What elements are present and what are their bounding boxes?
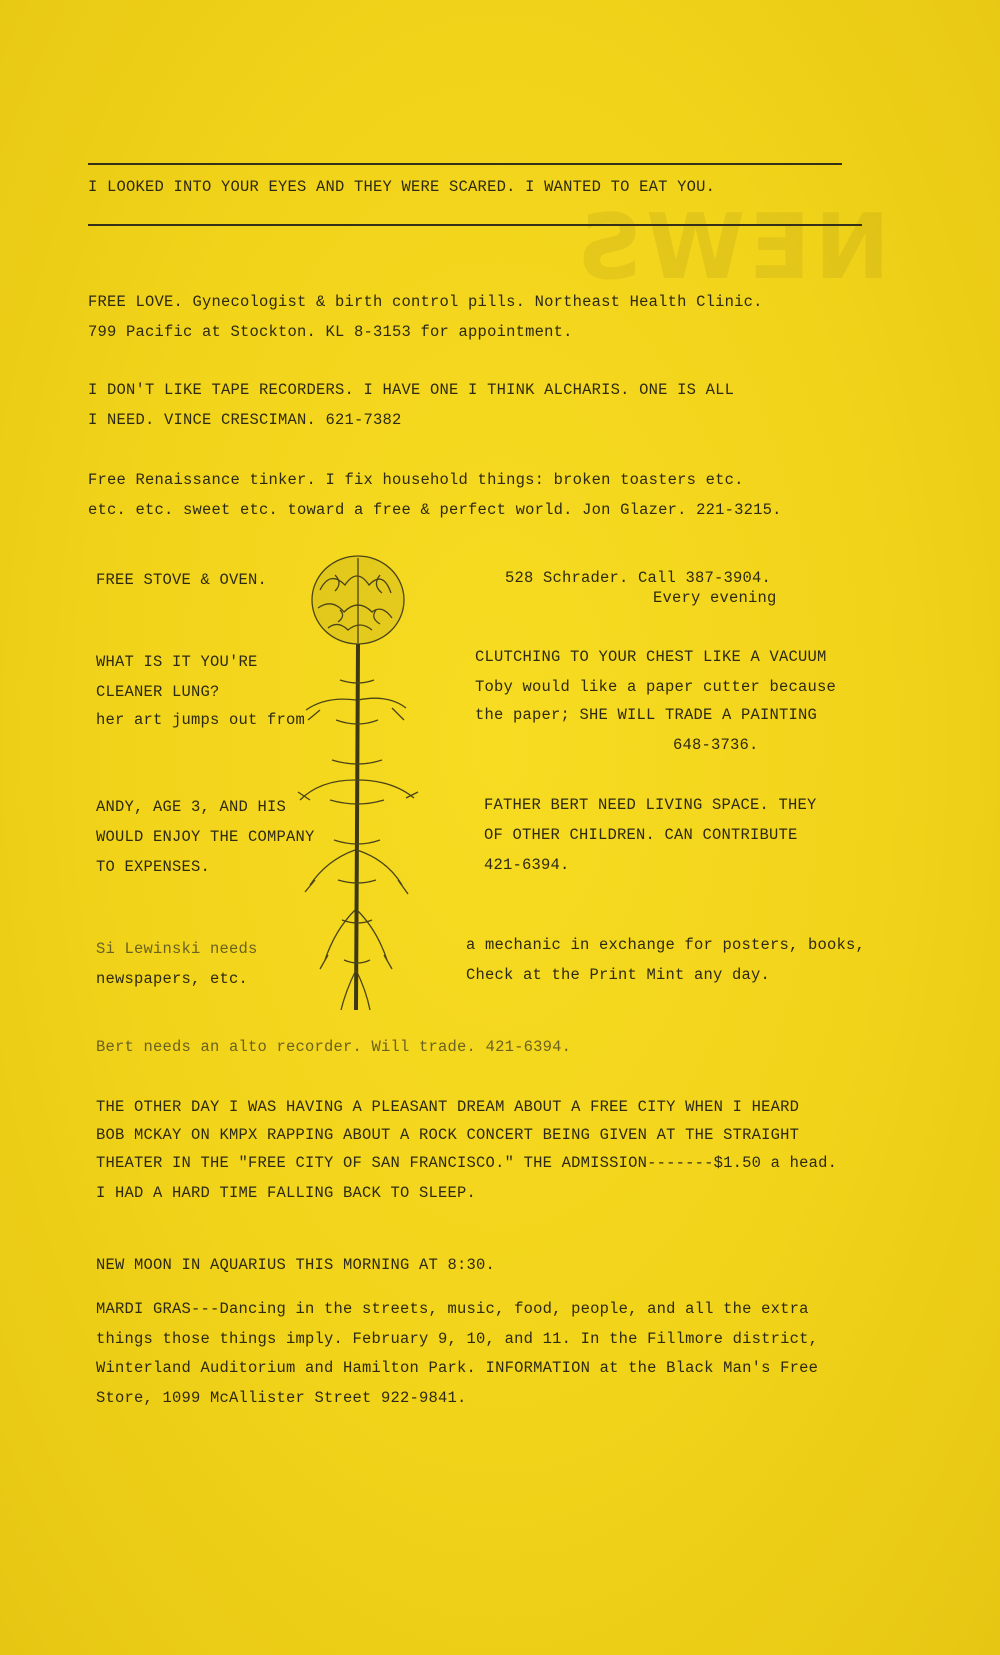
- moon-line: NEW MOON IN AQUARIUS THIS MORNING AT 8:30.: [96, 1256, 496, 1274]
- lewinski-right-1: a mechanic in exchange for posters, books,: [466, 936, 866, 954]
- free-love-line-1: FREE LOVE. Gynecologist & birth control pills. Northeast Health Clinic.: [88, 293, 763, 311]
- andy-right-1: FATHER BERT NEED LIVING SPACE. THEY: [484, 796, 817, 814]
- dream-line-4: I HAD A HARD TIME FALLING BACK TO SLEEP.: [96, 1184, 477, 1202]
- dream-line-2: BOB MCKAY ON KMPX RAPPING ABOUT A ROCK CONCERT BEING GIVEN AT THE STRAIGHT: [96, 1126, 800, 1144]
- lung-left-3: her art jumps out from: [96, 711, 306, 729]
- mardi-line-4: Store, 1099 McAllister Street 922-9841.: [96, 1389, 467, 1407]
- andy-right-2: OF OTHER CHILDREN. CAN CONTRIBUTE: [484, 826, 798, 844]
- lung-right-2: Toby would like a paper cutter because: [475, 678, 837, 696]
- dream-line-1: THE OTHER DAY I WAS HAVING A PLEASANT DREAM ABOUT A FREE CITY WHEN I HEARD: [96, 1098, 800, 1116]
- stove-right-2: Every evening: [653, 589, 777, 607]
- header-rule: [88, 224, 862, 226]
- lung-right-1: CLUTCHING TO YOUR CHEST LIKE A VACUUM: [475, 648, 827, 666]
- show-through-decoration: NEWS: [573, 195, 890, 300]
- mardi-line-2: things those things imply. February 9, 10, and 11. In the Fillmore district,: [96, 1330, 819, 1348]
- mardi-line-1: MARDI GRAS---Dancing in the streets, music, food, people, and all the extra: [96, 1300, 809, 1318]
- tape-line-2: I NEED. VINCE CRESCIMAN. 621-7382: [88, 411, 402, 429]
- tinker-line-1: Free Renaissance tinker. I fix household things: broken toasters etc.: [88, 471, 744, 489]
- stove-right-1: 528 Schrader. Call 387-3904.: [505, 569, 772, 587]
- lewinski-right-2: Check at the Print Mint any day.: [466, 966, 771, 984]
- andy-left-3: TO EXPENSES.: [96, 858, 211, 876]
- free-love-line-2: 799 Pacific at Stockton. KL 8-3153 for appointment.: [88, 323, 573, 341]
- lung-right-4: 648-3736.: [673, 736, 759, 754]
- andy-right-3: 421-6394.: [484, 856, 570, 874]
- brain-spine-icon: [280, 550, 430, 1020]
- stove-left: FREE STOVE & OVEN.: [96, 571, 268, 589]
- dream-line-3: THEATER IN THE "FREE CITY OF SAN FRANCISCO." THE ADMISSION-------$1.50 a head.: [96, 1154, 838, 1172]
- tinker-line-2: etc. etc. sweet etc. toward a free & perfect world. Jon Glazer. 221-3215.: [88, 501, 782, 519]
- mardi-line-3: Winterland Auditorium and Hamilton Park. INFORMATION at the Black Man's Free: [96, 1359, 819, 1377]
- bert-line: Bert needs an alto recorder. Will trade. 421-6394.: [96, 1038, 572, 1056]
- lung-left-2: CLEANER LUNG?: [96, 683, 220, 701]
- lung-right-3: the paper; SHE WILL TRADE A PAINTING: [475, 706, 818, 724]
- header-line: I LOOKED INTO YOUR EYES AND THEY WERE SCARED. I WANTED TO EAT YOU.: [88, 178, 716, 196]
- lung-left-1: WHAT IS IT YOU'RE: [96, 653, 258, 671]
- tape-line-1: I DON'T LIKE TAPE RECORDERS. I HAVE ONE I THINK ALCHARIS. ONE IS ALL: [88, 381, 735, 399]
- top-rule: [88, 163, 842, 165]
- andy-left-2: WOULD ENJOY THE COMPANY: [96, 828, 315, 846]
- lewinski-left-1: Si Lewinski needs: [96, 940, 258, 958]
- andy-left-1: ANDY, AGE 3, AND HIS: [96, 798, 287, 816]
- lewinski-left-2: newspapers, etc.: [96, 970, 249, 988]
